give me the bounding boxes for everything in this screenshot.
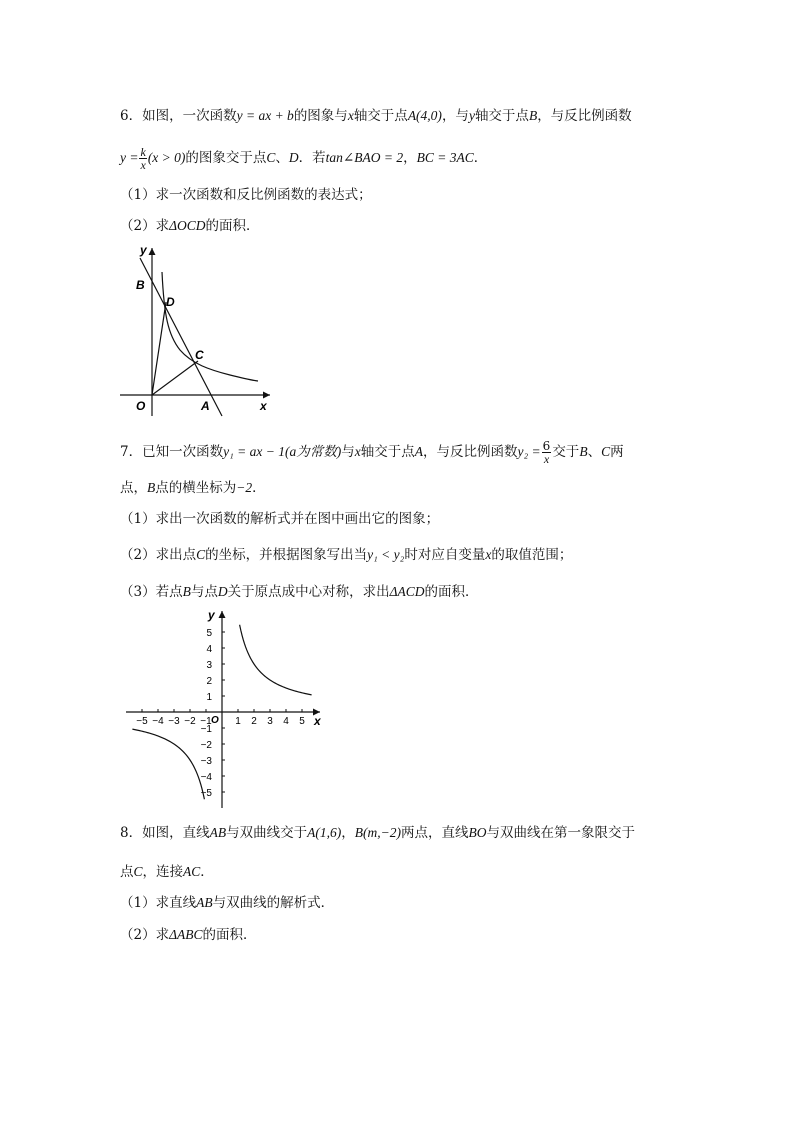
q6-frac-num: k <box>140 145 146 159</box>
q7-y-tick-label: 3 <box>206 660 212 671</box>
q7-text: 、 <box>587 444 602 460</box>
q7-triangle: ΔACD <box>389 584 425 599</box>
q8-line-ab: AB <box>209 825 227 840</box>
q8-point-c: C <box>133 864 143 879</box>
q7-point-b: B <box>182 584 191 599</box>
q7-point-b: B <box>579 444 588 459</box>
q7-point-b: B <box>147 480 156 495</box>
q6-tan-condition: tan∠BAO = 2 <box>325 150 404 165</box>
q6-label-c: C <box>195 348 204 362</box>
q8-point-b: B(m,−2) <box>354 825 401 840</box>
q7-point-d: D <box>217 584 228 599</box>
q6-text: （2）求 <box>120 218 170 234</box>
q6-text: 、 <box>275 150 289 166</box>
q7-frac-den: x <box>543 452 550 466</box>
q8-text: 与双曲线的解析式． <box>212 895 335 911</box>
q6-condition: (x > 0) <box>147 150 186 165</box>
q7-text: 关于原点成中心对称，求出 <box>227 584 390 600</box>
q6-var-y: y <box>468 108 475 123</box>
q7-inequality: y₁ < y₂ <box>367 547 405 562</box>
q8-line-ab: AB <box>196 895 213 910</box>
q6-text: ，与 <box>441 108 469 124</box>
q7-figure <box>122 605 332 810</box>
q6-point-a: A(4,0) <box>407 108 442 123</box>
q6-line-2 <box>120 146 487 171</box>
q8-text: 点 <box>120 864 134 880</box>
q6-text: 的图象交于点 <box>185 150 267 166</box>
q8-segment-ac: AC <box>183 864 201 879</box>
q8-triangle: ΔABC <box>169 927 203 942</box>
q7-text: 时对应自变量 <box>404 547 486 563</box>
q6-triangle: ΔOCD <box>169 218 206 233</box>
q7-x-tick-label: −3 <box>168 716 180 727</box>
q7-text: ． <box>252 480 266 496</box>
q7-y-tick-label: −4 <box>200 772 212 783</box>
q7-point-c: C <box>196 547 206 562</box>
q7-constant-note: (a为常数) <box>285 444 342 459</box>
q7-var-x: x <box>354 444 361 459</box>
q7-inverse-lhs: y₂ = <box>517 444 541 459</box>
q7-point-a: A <box>414 444 423 459</box>
q6-label-b: B <box>136 278 145 292</box>
q6-text: 的图象与 <box>293 108 348 124</box>
q7-line-1 <box>120 440 624 465</box>
q8-line-1 <box>120 823 635 843</box>
q7-hyperbola-branch-3 <box>132 729 204 799</box>
q7-x-tick-label: 3 <box>267 716 273 727</box>
q7-y-tick-label: 5 <box>206 628 212 639</box>
q6-text: ． <box>473 150 488 166</box>
q7-text: 轴交于点 <box>360 444 415 460</box>
q7-y-tick-label: 1 <box>206 692 212 703</box>
q8-sub-1 <box>120 893 334 913</box>
q7-y-tick-label: −5 <box>200 788 212 799</box>
q7-x-tick-label: 5 <box>299 716 305 727</box>
q6-text: 的面积． <box>205 218 260 234</box>
q6-point-b: B <box>528 108 538 123</box>
q6-segment-oc <box>152 361 198 395</box>
q6-sub-1: （1）求一次函数和反比例函数的表达式； <box>120 187 372 203</box>
q6-hyperbola <box>162 272 258 381</box>
q7-point-c: C <box>601 444 611 459</box>
q7-text: 7．已知一次函数 <box>120 444 224 460</box>
q7-y-tick-label: −1 <box>200 724 212 735</box>
q7-x-tick-label: −5 <box>136 716 148 727</box>
q7-ticks <box>136 628 305 799</box>
q7-line-2 <box>120 478 266 498</box>
q7-text: 的取值范围； <box>491 547 573 563</box>
q6-label-x: x <box>260 399 267 413</box>
q6-text: ，与反比例函数 <box>537 108 632 124</box>
q6-point-d: D <box>288 150 299 165</box>
q8-text: ，连接 <box>142 864 184 880</box>
q6-text: 轴交于点 <box>353 108 408 124</box>
q7-x-tick-label: −4 <box>152 716 164 727</box>
q6-fraction <box>139 146 146 171</box>
q8-text: ． <box>200 864 214 880</box>
q6-text: ， <box>403 150 417 166</box>
q7-x-tick-label: 4 <box>283 716 289 727</box>
q6-figure <box>110 240 285 418</box>
q7-label-y: y <box>208 608 215 622</box>
q7-text: 与 <box>341 444 355 460</box>
q7-linear-eq: y₁ = ax − 1 <box>223 444 285 459</box>
q8-text: （1）求直线 <box>120 895 197 911</box>
q8-text: 与双曲线交于 <box>226 825 308 841</box>
q6-label-y: y <box>140 243 147 257</box>
q8-text: 与双曲线在第一象限交于 <box>486 825 635 841</box>
q6-sub-2 <box>120 216 260 236</box>
q8-text: 8．如图，直线 <box>120 825 210 841</box>
q7-text: 点的横坐标为 <box>155 480 237 496</box>
q6-line-1 <box>120 106 632 126</box>
q8-line-bo: BO <box>468 825 487 840</box>
q7-text: 两 <box>610 444 624 460</box>
q7-y-tick-label: 4 <box>206 644 212 655</box>
q7-text: 点， <box>120 480 147 496</box>
q7-x-tick-label: 1 <box>235 716 241 727</box>
q7-sub-1: （1）求出一次函数的解析式并在图中画出它的图象； <box>120 511 440 527</box>
q7-label-x: x <box>314 714 321 728</box>
q8-sub-2 <box>120 925 257 945</box>
q6-segment-od <box>152 302 166 395</box>
q8-point-a: A(1,6) <box>307 825 342 840</box>
q7-text: （2）求出点 <box>120 547 197 563</box>
q7-text: 的面积． <box>424 584 479 600</box>
q7-sub-2 <box>120 545 572 565</box>
q8-text: 的面积． <box>202 927 257 943</box>
q7-y-tick-label: 2 <box>206 676 212 687</box>
q7-frac-num: 6 <box>542 439 551 453</box>
q6-label-d: D <box>166 295 175 309</box>
q6-text: ．若 <box>298 150 326 166</box>
q6-ratio-condition: BC = 3AC <box>416 150 474 165</box>
q6-label-a: A <box>201 399 210 413</box>
q7-text: ，与反比例函数 <box>423 444 518 460</box>
q6-point-c: C <box>266 150 276 165</box>
q7-text: （3）若点 <box>120 584 183 600</box>
q7-hyperbola-branch-1 <box>240 625 312 695</box>
q8-text: （2）求 <box>120 927 170 943</box>
q7-x-tick-label: −1 <box>200 716 212 727</box>
q8-line-2 <box>120 862 214 882</box>
q6-inverse-lhs: y = <box>120 150 139 165</box>
q7-fraction <box>542 440 552 465</box>
q6-linear-eq: y = ax + b <box>236 108 294 123</box>
q6-text: 轴交于点 <box>474 108 529 124</box>
q7-y-tick-label: −3 <box>200 756 212 767</box>
q6-var-x: x <box>347 108 354 123</box>
q6-text: 6．如图，一次函数 <box>120 108 237 124</box>
q6-label-o: O <box>136 399 146 413</box>
q7-value: −2 <box>236 480 253 495</box>
q7-text: 交于 <box>552 444 580 460</box>
q7-var-x: x <box>485 547 492 562</box>
q7-sub-3 <box>120 582 479 602</box>
q7-x-tick-label: 2 <box>251 716 257 727</box>
q7-text: 与点 <box>190 584 218 600</box>
q7-label-o: O <box>211 715 219 726</box>
q7-text: 的坐标，并根据图象写出当 <box>205 547 368 563</box>
q8-text: ， <box>341 825 355 841</box>
q8-text: 两点，直线 <box>400 825 469 841</box>
q6-frac-den: x <box>140 158 146 172</box>
q7-x-tick-label: −2 <box>184 716 196 727</box>
q7-y-tick-label: −2 <box>200 740 212 751</box>
